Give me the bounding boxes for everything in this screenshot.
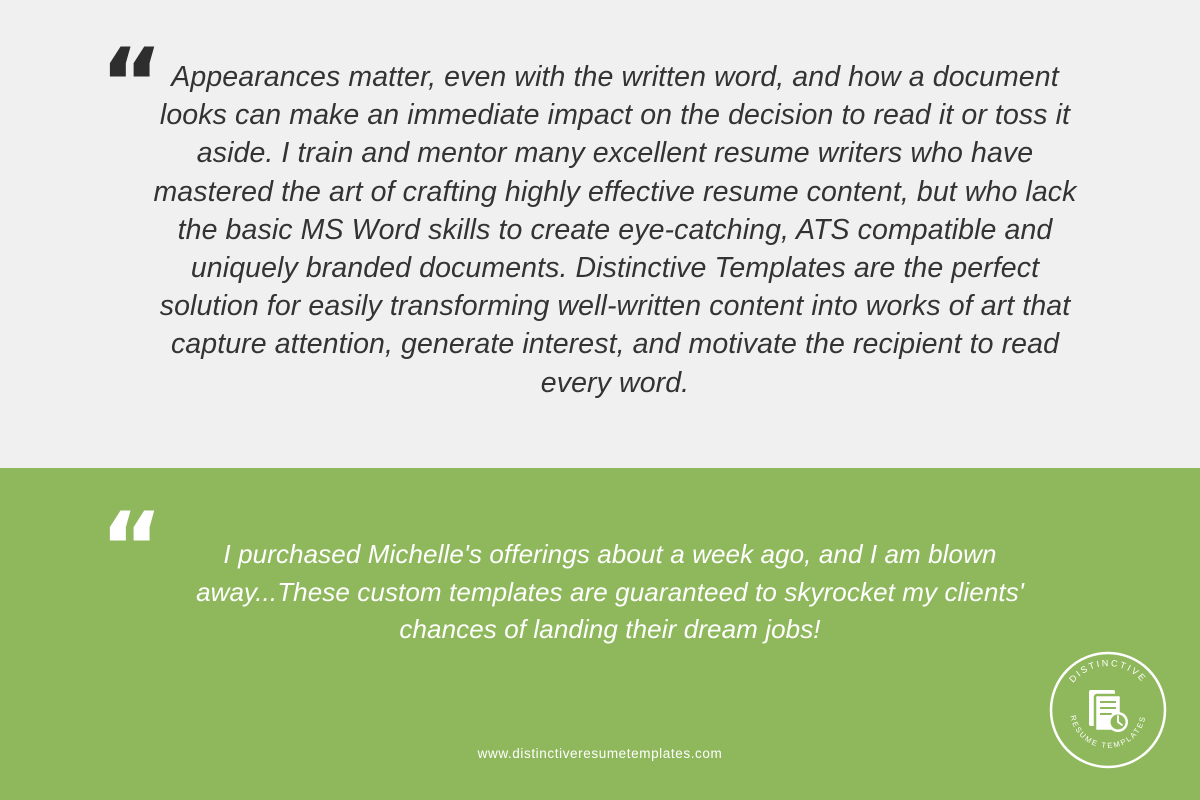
testimonial-top-text: Appearances matter, even with the written word, and how a document looks can make an immediate impact on the decision to read it or toss it aside. I train and mentor many excellent resume writers who have mastered the art of crafting highly effective resume content, but who lack the basic MS Word skills to create eye-catching, ATS compatible and uniquely branded documents. Distinctive Templates are the perfect solution for easily transforming well-written content into works of art that capture attention, generate interest, and motivate the recipient to read every word. [153, 61, 1077, 399]
distinctive-resume-templates-logo [1048, 650, 1168, 770]
logo-top-text: DISTINCTIVE [1067, 657, 1149, 685]
testimonial-bottom [0, 468, 1200, 800]
quote-mark-icon: “ [100, 492, 162, 604]
quote-mark-icon: “ [100, 28, 162, 140]
website-url[interactable]: www.distinctiveresumetemplates.com [477, 746, 723, 761]
logo-bottom-text: RESUME TEMPLATES [1068, 714, 1148, 751]
testimonial-bottom-text: I purchased Michelle's offerings about a week ago, and I am blown away...These custom templates are guaranteed to skyrocket my clients' chances of landing their dream jobs! [196, 539, 1024, 645]
